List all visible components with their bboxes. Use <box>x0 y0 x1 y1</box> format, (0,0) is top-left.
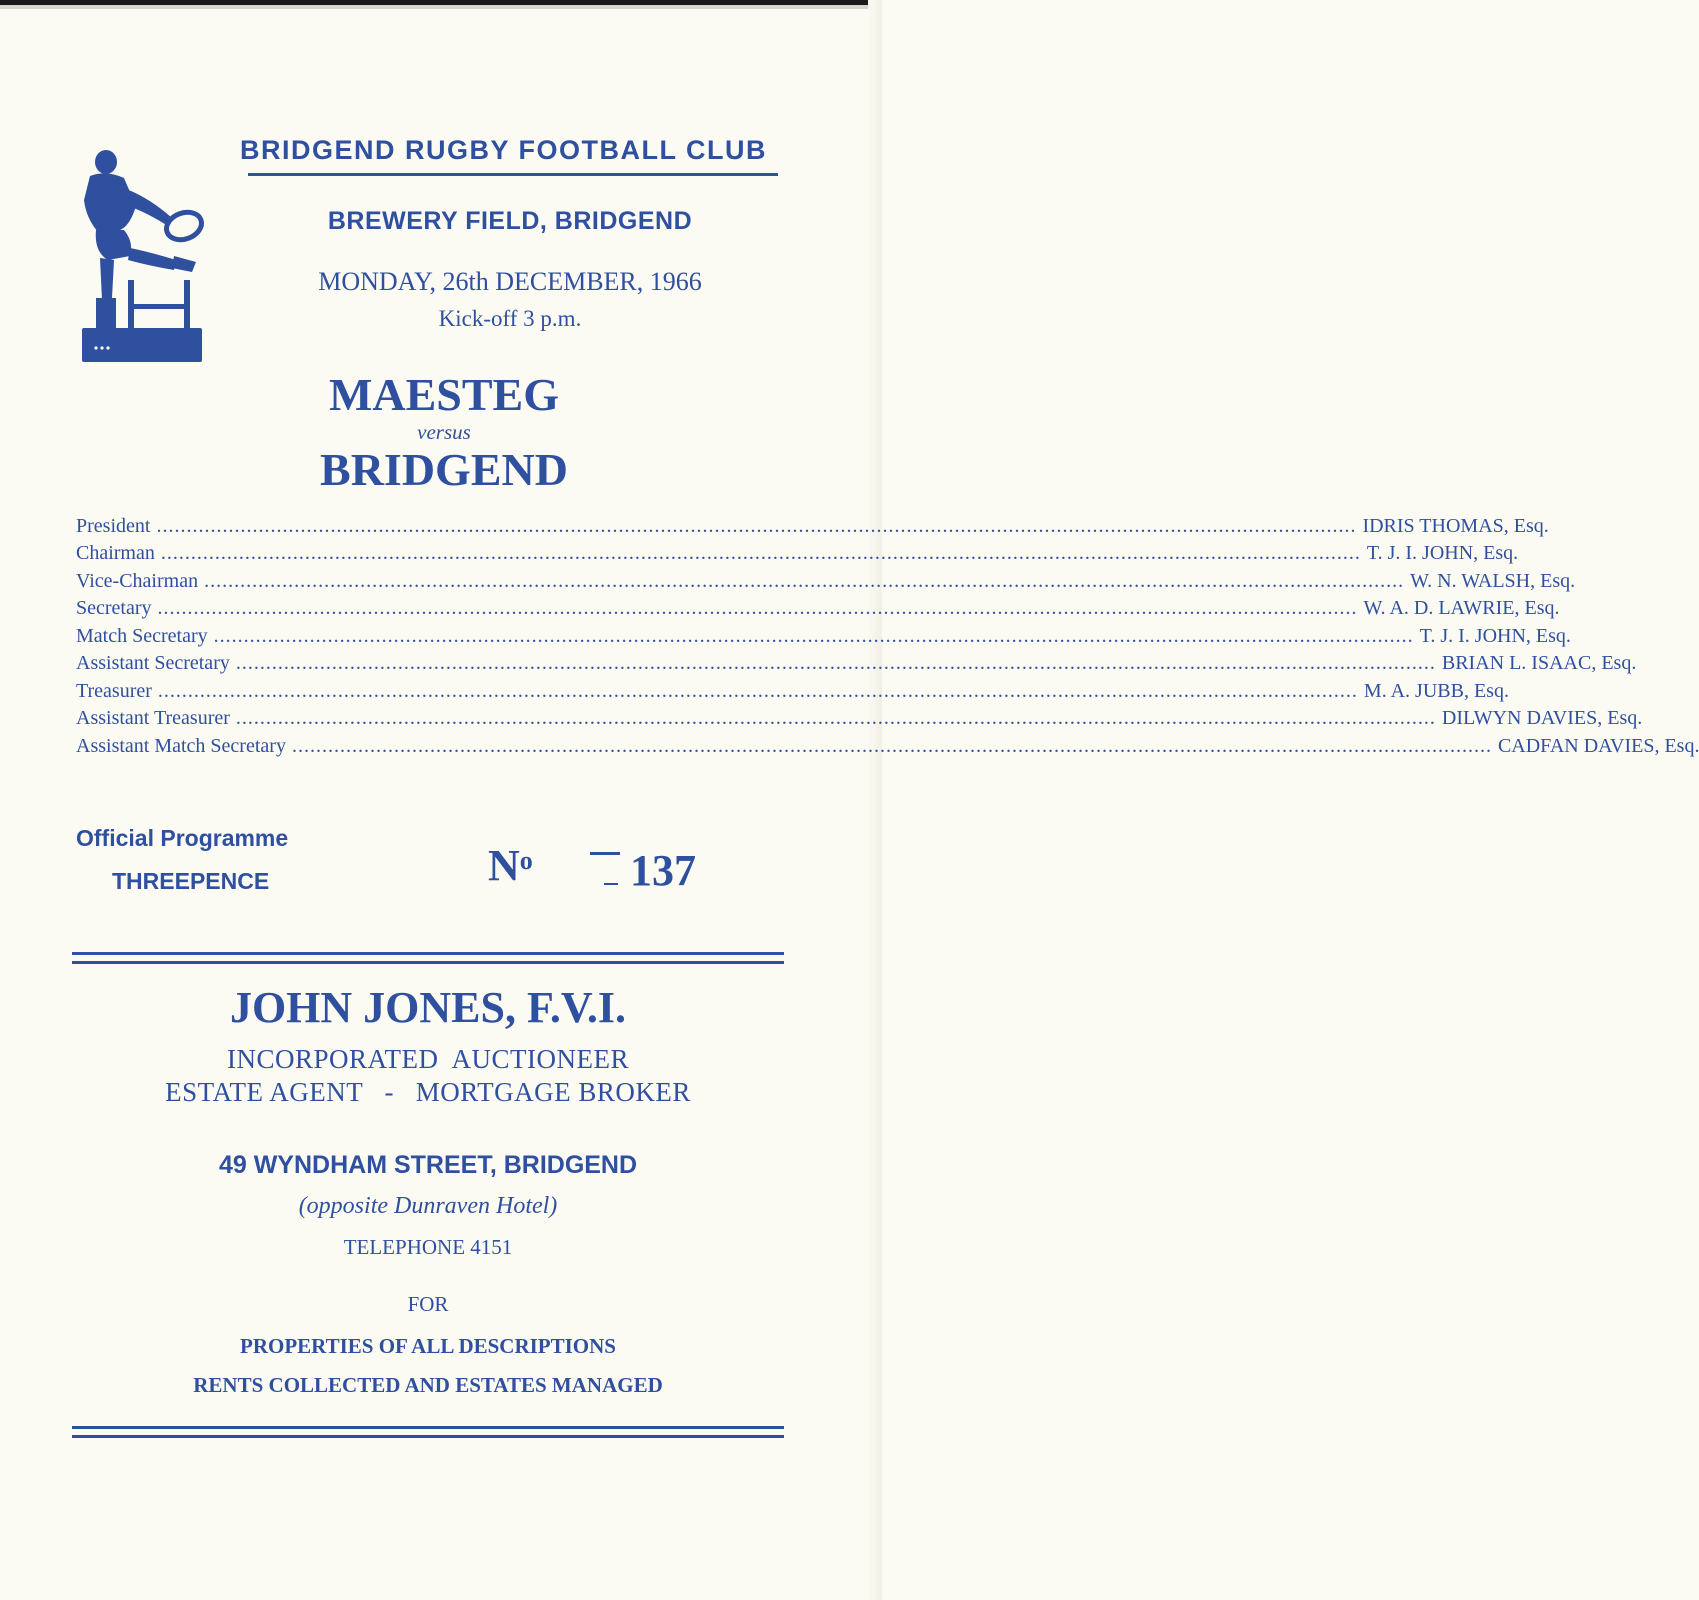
leader-dots: ........................................................................................................................................................................................................ <box>235 707 1436 729</box>
home-team: MAESTEG <box>328 369 560 420</box>
official-name: IDRIS THOMAS, Esq. <box>1362 514 1549 537</box>
club-crest-logo <box>80 148 206 368</box>
advert-address: 49 WYNDHAM STREET, BRIDGEND <box>218 1151 638 1179</box>
page-top-shadow <box>0 5 882 9</box>
venue: BREWERY FIELD, BRIDGEND <box>327 207 693 235</box>
programme-label: Official Programme <box>76 825 289 851</box>
kickoff-time: Kick-off 3 p.m. <box>438 306 582 331</box>
advert-tagline-2: RENTS COLLECTED AND ESTATES MANAGED <box>193 1373 663 1397</box>
official-row <box>76 730 1699 758</box>
club-name: BRIDGEND RUGBY FOOTBALL CLUB <box>240 135 767 165</box>
advert-note: (opposite Dunraven Hotel) <box>298 1193 558 1219</box>
official-name: T. J. I. JOHN, Esq. <box>1366 542 1519 564</box>
number-stamp-mark <box>590 852 620 855</box>
number-sign-letter: N <box>488 841 520 890</box>
official-role: Treasurer <box>76 679 152 702</box>
official-role: Chairman <box>76 542 155 564</box>
official-row <box>76 510 1549 538</box>
official-role: Assistant Secretary <box>76 652 230 674</box>
official-name: W. A. D. LAWRIE, Esq. <box>1363 597 1560 619</box>
page-right-edge <box>868 0 882 1600</box>
official-name: W. N. WALSH, Esq. <box>1410 569 1576 592</box>
officials-list <box>76 510 1699 758</box>
official-name: T. J. I. JOHN, Esq. <box>1419 624 1571 647</box>
versus-label: versus <box>417 420 471 444</box>
number-sign <box>488 840 533 891</box>
advert-tagline-1: PROPERTIES OF ALL DESCRIPTIONS <box>240 1334 616 1358</box>
leader-dots: ........................................................................................................................................................................................................ <box>157 679 1358 702</box>
official-name: BRIAN L. ISAAC, Esq. <box>1441 652 1637 674</box>
official-role: Assistant Treasurer <box>76 707 230 729</box>
leader-dots: ........................................................................................................................................................................................................ <box>291 734 1492 757</box>
official-row <box>76 565 1576 593</box>
official-name: DILWYN DAVIES, Esq. <box>1441 707 1643 729</box>
official-role: Secretary <box>76 597 152 619</box>
advert-for: FOR <box>407 1292 449 1316</box>
official-name: CADFAN DAVIES, Esq. <box>1497 734 1699 757</box>
match-date: MONDAY, 26th DECEMBER, 1966 <box>318 267 702 296</box>
official-role: Vice-Chairman <box>76 569 199 592</box>
official-row <box>76 538 1519 566</box>
number-stamp-mark <box>604 883 618 885</box>
programme-number: 137 <box>630 846 696 895</box>
official-role: Match Secretary <box>76 624 208 647</box>
advert-line-2: ESTATE AGENT - MORTGAGE BROKER <box>165 1077 691 1107</box>
leader-dots: ........................................................................................................................................................................................................ <box>157 597 1358 619</box>
official-row <box>76 703 1643 731</box>
leader-dots: ........................................................................................................................................................................................................ <box>160 542 1361 564</box>
official-row <box>76 620 1571 648</box>
leader-dots: ........................................................................................................................................................................................................ <box>235 652 1436 674</box>
official-name: M. A. JUBB, Esq. <box>1363 679 1509 702</box>
official-row <box>76 675 1509 703</box>
number-sign-superscript: o <box>519 846 533 875</box>
official-role: President <box>76 514 151 537</box>
official-role: Assistant Match Secretary <box>76 734 286 757</box>
official-row <box>76 648 1637 676</box>
leader-dots: ........................................................................................................................................................................................................ <box>204 569 1405 592</box>
club-name-underline <box>248 173 778 176</box>
advert-line-1: INCORPORATED AUCTIONEER <box>226 1044 629 1074</box>
programme-price: THREEPENCE <box>112 868 270 894</box>
advert-name: JOHN JONES, F.V.I. <box>229 983 627 1032</box>
official-row <box>76 593 1560 621</box>
leader-dots: ........................................................................................................................................................................................................ <box>213 624 1414 647</box>
advert-phone: TELEPHONE 4151 <box>343 1235 513 1259</box>
leader-dots: ........................................................................................................................................................................................................ <box>156 514 1357 537</box>
away-team: BRIDGEND <box>320 444 568 495</box>
